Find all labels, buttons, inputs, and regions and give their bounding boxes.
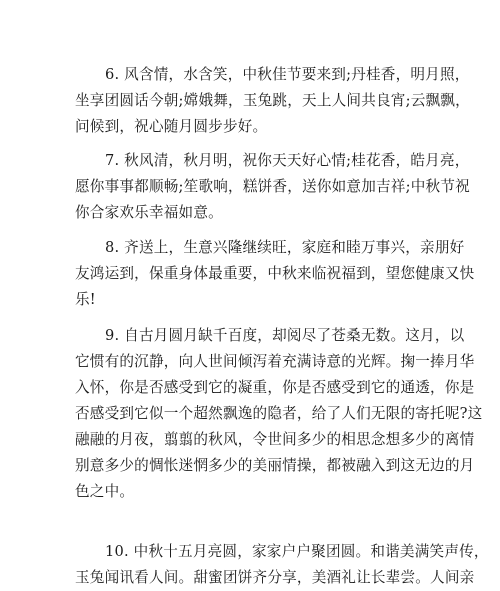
text-line: 10. 中秋十五月亮圆，家家户户聚团圆。和谐美满笑声传， [105, 543, 489, 560]
text-line: 它惯有的沉静，向人世间倾泻着充满诗意的光辉。掬一捧月华 [75, 353, 475, 370]
paragraph-9 [75, 323, 483, 505]
text-line: 别意多少的惆怅迷惘多少的美丽情操，都被融入到这无边的月 [75, 457, 475, 474]
text-line: 乐! [75, 291, 96, 308]
paragraph-8 [75, 235, 475, 313]
text-line: 你合家欢乐幸福如意。 [75, 204, 223, 221]
text-line: 融融的月夜，翦翦的秋风，令世间多少的相思念想多少的离情 [75, 431, 475, 448]
text-line: 入怀，你是否感受到它的凝重，你是否感受到它的通透，你是 [75, 379, 475, 396]
paragraph-10 [75, 539, 489, 591]
text-line: 否感受到它似一个超然飘逸的隐者，给了人们无限的寄托呢?这 [75, 405, 483, 422]
text-line: 坐享团圆话今朝;嫦娥舞，玉兔跳，天上人间共良宵;云飘飘， [75, 92, 470, 109]
text-line: 玉兔闻讯看人间。甜蜜团饼齐分享，美酒礼让长辈尝。人间亲 [75, 569, 475, 586]
text-line: 友鸿运到，保重身体最重要，中秋来临祝福到，望您健康又快 [75, 265, 475, 282]
text-line: 8. 齐送上，生意兴隆继续旺，家庭和睦万事兴，亲朋好 [105, 239, 465, 256]
paragraph-7 [75, 148, 470, 226]
text-line: 9. 自古月圆月缺千百度，却阅尽了苍桑无数。这月，以 [105, 327, 465, 344]
text-line: 7. 秋风清，秋月明，祝你天天好心情;桂花香，皓月亮， [105, 152, 470, 169]
paragraph-6 [75, 62, 470, 140]
text-line: 问候到，祝心随月圆步步好。 [75, 118, 268, 135]
text-line: 色之中。 [75, 483, 135, 500]
text-line: 愿你事事都顺畅;笙歌响，糕饼香，送你如意加吉祥;中秋节祝 [75, 178, 470, 195]
text-line: 6. 风含情，水含笑，中秋佳节要来到;丹桂香，明月照， [105, 66, 470, 83]
